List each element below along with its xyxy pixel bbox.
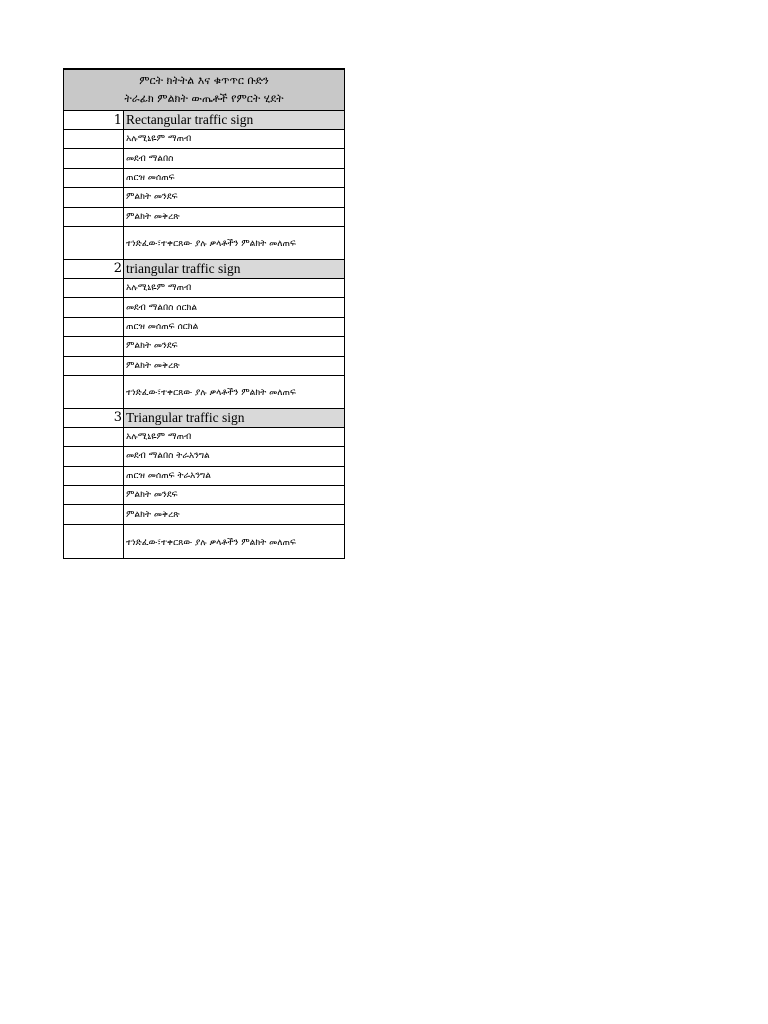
step-cell: ጠርዝ መሰጠፍ [126, 172, 175, 183]
table-row[interactable] [64, 169, 344, 188]
step-cell: ምልክት መቅረጽ [126, 211, 180, 222]
spreadsheet-table [63, 68, 345, 559]
table-row[interactable] [64, 227, 344, 260]
header-line-1: ምርት ክትትል እና ቁጥጥር ቡድን [139, 74, 269, 87]
row-number-cell [64, 130, 124, 148]
row-number-cell [64, 188, 124, 206]
step-cell: ምልክት መንደፍ [126, 490, 178, 501]
step-cell: ጠርዝ መሰጠፍ ሰርክል [126, 321, 199, 332]
row-number-cell [64, 357, 124, 375]
table-row[interactable] [64, 130, 344, 149]
table-row[interactable] [64, 467, 344, 486]
step-cell: ተነድፈው፣ተቀርጸው ያሉ ቃላቶችን ምልክት መለጠፍ [126, 238, 296, 249]
step-cell: ምልክት መንደፍ [126, 341, 178, 352]
section-row[interactable] [64, 260, 344, 279]
step-cell: መደብ ማልበስ ትራአንግል [126, 451, 210, 462]
section-title: triangular traffic sign [124, 260, 344, 278]
section-number: 3 [64, 409, 124, 427]
row-number-cell [64, 227, 124, 259]
row-number-cell [64, 505, 124, 523]
table-row[interactable] [64, 337, 344, 356]
table-row[interactable] [64, 318, 344, 337]
row-number-cell [64, 486, 124, 504]
row-number-cell [64, 298, 124, 316]
header-line-2: ትራፊክ ምልክት ውጤቶች የምርት ሂደት [124, 92, 284, 105]
step-cell: ተነድፈው፣ተቀርጸው ያሉ ቃላቶችን ምልክት መለጠፍ [126, 387, 296, 398]
table-row[interactable] [64, 357, 344, 376]
row-number-cell [64, 376, 124, 408]
step-cell: ምልክት መንደፍ [126, 192, 178, 203]
table-row[interactable] [64, 188, 344, 207]
step-cell: ጠርዝ መሰጠፍ ትራአንግል [126, 470, 211, 481]
step-cell: አሉሚኒዬም ማጠብ [126, 134, 192, 145]
table-row[interactable] [64, 279, 344, 298]
table-row[interactable] [64, 505, 344, 524]
step-cell: ምልክት መቅረጽ [126, 360, 180, 371]
section-number: 2 [64, 260, 124, 278]
row-number-cell [64, 169, 124, 187]
section-title: Triangular traffic sign [124, 409, 344, 427]
table-row[interactable] [64, 149, 344, 168]
step-cell: ምልክት መቅረጽ [126, 509, 180, 520]
step-cell: አሉሚኒዬም ማጠብ [126, 432, 192, 443]
table-row[interactable] [64, 298, 344, 317]
row-number-cell [64, 525, 124, 558]
table-row[interactable] [64, 208, 344, 227]
row-number-cell [64, 337, 124, 355]
section-title: Rectangular traffic sign [124, 111, 344, 129]
row-number-cell [64, 208, 124, 226]
section-row[interactable] [64, 409, 344, 428]
row-number-cell [64, 279, 124, 297]
table-row[interactable] [64, 486, 344, 505]
row-number-cell [64, 318, 124, 336]
table-row[interactable] [64, 447, 344, 466]
table-row[interactable] [64, 376, 344, 409]
step-cell: ተነድፈው፣ተቀርጸው ያሉ ቃላቶችን ምልክት መለጠፍ [126, 537, 296, 548]
row-number-cell [64, 447, 124, 465]
table-row[interactable] [64, 428, 344, 447]
row-number-cell [64, 467, 124, 485]
section-row[interactable] [64, 111, 344, 130]
step-cell: መደብ ማልበስ ሰርክል [126, 302, 198, 313]
table-row[interactable] [64, 525, 344, 558]
section-number: 1 [64, 111, 124, 129]
step-cell: አሉሚኒዬም ማጠብ [126, 283, 192, 294]
row-number-cell [64, 428, 124, 446]
step-cell: መደብ ማልበስ [126, 153, 174, 164]
row-number-cell [64, 149, 124, 167]
table-header[interactable] [64, 68, 344, 111]
